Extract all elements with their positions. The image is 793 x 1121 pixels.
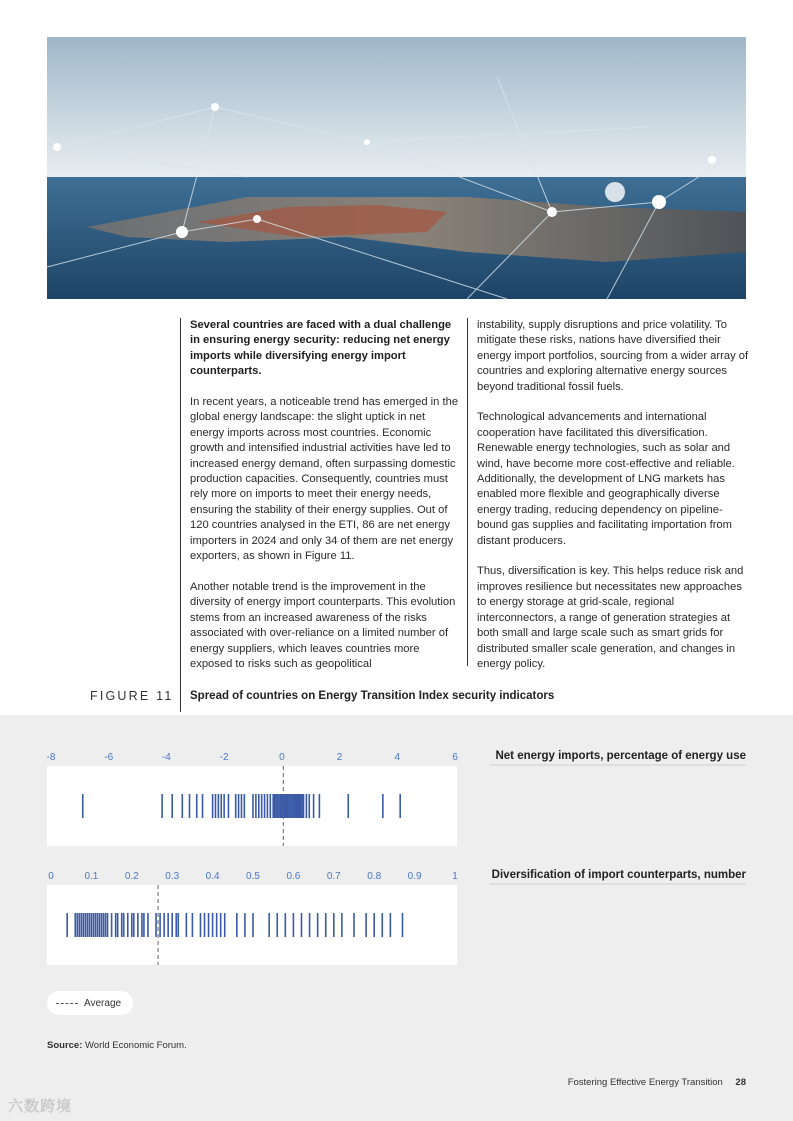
data-bar [171, 913, 173, 937]
tick-label: -2 [219, 752, 229, 763]
tick-label: 0.5 [246, 871, 260, 882]
tick-label: -4 [161, 752, 171, 763]
data-bar [220, 794, 222, 818]
tick-label: 6 [452, 752, 458, 763]
data-bar [186, 913, 188, 937]
data-bar [241, 794, 243, 818]
data-bar [298, 794, 300, 818]
page-number: 28 [735, 1077, 746, 1088]
data-bar [163, 913, 165, 937]
data-bar [261, 794, 263, 818]
tick-label: 0.9 [407, 871, 422, 882]
data-bar [308, 794, 310, 818]
data-bar [155, 913, 157, 937]
figure-title: Spread of countries on Energy Transition Index security indicators [190, 690, 555, 702]
data-bar [99, 913, 101, 937]
data-bar [161, 794, 163, 818]
body-paragraph: In recent years, a noticeable trend has emerged in the global energy landscape: the slight uptick in net energy imports across most countries. Economic growth and intensified industrial activities have led to increased energy demand, often surpassing domestic production capacities. Consequently, countries must rely more on imports to meet their energy needs, ensuring the stability of their energy supplies. Out of 120 countries analysed in the ETI, 86 are net energy importers in 2024 and only 34 of them are net energy exporters, as shown in Figure 11. [190, 396, 459, 563]
data-bar [182, 794, 184, 818]
data-bar [82, 794, 84, 818]
data-bar [76, 913, 78, 937]
data-bar [301, 913, 303, 937]
tick-label: -8 [46, 752, 56, 763]
data-bar [270, 794, 272, 818]
data-bar [238, 794, 240, 818]
data-bar [212, 794, 214, 818]
data-bar [196, 794, 198, 818]
data-bar [208, 913, 210, 937]
data-bar [223, 794, 225, 818]
data-bar [103, 913, 105, 937]
chart-title: Net energy imports, percentage of energy use [495, 750, 746, 762]
data-bar [143, 913, 145, 937]
footer-title: Fostering Effective Energy Transition [567, 1077, 723, 1088]
data-bar [216, 913, 218, 937]
data-bar [204, 913, 206, 937]
data-bar [277, 794, 279, 818]
data-bar [87, 913, 89, 937]
data-bar [278, 794, 280, 818]
page-footer [568, 1077, 746, 1088]
figure-label: FIGURE 11 [90, 689, 174, 703]
data-bar [78, 913, 80, 937]
data-bar [319, 794, 321, 818]
data-bar [117, 913, 119, 937]
data-bar [285, 794, 287, 818]
data-bar [220, 913, 222, 937]
body-paragraph: Thus, diversification is key. This helps reduce risk and improves resilience but necessitates new approaches to energy storage at grid-scale, regional interconnectors, a range of generation strategies at both small and large scale such as smart grids for distributed smaller scale generation, and changes in energy policy. [477, 565, 744, 670]
data-bar [294, 794, 296, 818]
data-bar [313, 794, 315, 818]
data-bar [177, 913, 179, 937]
data-bar [175, 913, 177, 937]
data-bar [306, 794, 308, 818]
data-bar [91, 913, 93, 937]
data-bar [295, 794, 297, 818]
data-bar [171, 794, 173, 818]
watermark: 六数跨境 [8, 1098, 73, 1115]
data-bar [93, 913, 95, 937]
tick-label: 0 [279, 752, 285, 763]
data-bar [252, 913, 254, 937]
tick-label: 0 [48, 871, 54, 882]
data-bar [167, 913, 169, 937]
data-bar [258, 794, 260, 818]
tick-label: 0.4 [205, 871, 220, 882]
tick-label: 4 [394, 752, 401, 763]
source-label: Source: [47, 1040, 83, 1051]
data-bar [381, 913, 383, 937]
data-bar [325, 913, 327, 937]
data-bar [189, 794, 191, 818]
tick-label: 0.2 [124, 871, 139, 882]
data-bar [300, 794, 302, 818]
chart-legend [47, 991, 133, 1015]
data-bar [131, 913, 133, 937]
tick-label: 0.7 [326, 871, 341, 882]
chart-title: Diversification of import counterparts, number [491, 869, 746, 881]
data-bar [200, 913, 202, 937]
data-bar [147, 913, 149, 937]
data-bar [285, 913, 287, 937]
tick-label: 2 [336, 752, 343, 763]
tick-label: 0.8 [367, 871, 382, 882]
data-bar [301, 794, 303, 818]
data-bar [236, 913, 238, 937]
average-dash-icon [56, 1003, 78, 1004]
data-bar [288, 794, 290, 818]
data-bar [365, 913, 367, 937]
tick-label: 0.6 [286, 871, 301, 882]
data-bar [268, 913, 270, 937]
data-bar [111, 913, 113, 937]
data-bar [244, 913, 246, 937]
data-bar [81, 913, 83, 937]
data-bar [303, 794, 305, 818]
data-bar [137, 913, 139, 937]
data-bar [85, 913, 87, 937]
data-bar [291, 794, 293, 818]
data-bar [290, 794, 292, 818]
data-bar [224, 913, 226, 937]
data-bar [281, 794, 283, 818]
data-bar [284, 794, 286, 818]
lead-paragraph: Several countries are faced with a dual challenge in ensuring energy security: reducing net energy imports while diversifying energy import counterparts. [190, 319, 452, 378]
data-bar [272, 794, 274, 818]
data-bar [347, 794, 349, 818]
data-bar [287, 794, 289, 818]
data-bar [293, 794, 295, 818]
data-bar [252, 794, 254, 818]
data-bar [212, 913, 214, 937]
legend-average-label: Average [84, 997, 122, 1009]
data-bar [202, 794, 204, 818]
data-bar [123, 913, 125, 937]
chart-panel [47, 885, 457, 965]
tick-label: 1 [452, 871, 458, 882]
data-bar [280, 794, 282, 818]
data-bar [218, 794, 220, 818]
data-bar [255, 794, 257, 818]
data-bar [101, 913, 103, 937]
data-bar [297, 794, 299, 818]
data-bar [159, 913, 161, 937]
data-bar [264, 794, 266, 818]
data-bar [95, 913, 97, 937]
body-paragraph: Another notable trend is the improvement in the diversity of energy import counterparts. This evolution stems from an increased awareness of the risks associated with over-reliance on a limited number of energy suppliers, which leaves countries more exposed to risks such as geopolitical [190, 580, 456, 670]
data-bar [127, 913, 129, 937]
data-bar [74, 913, 76, 937]
data-bar [105, 913, 107, 937]
data-bar [317, 913, 319, 937]
data-bar [115, 913, 117, 937]
body-paragraph: instability, supply disruptions and price volatility. To mitigate these risks, nations have diversified their energy import portfolios, sourcing from a wider array of countries and exploring alternative energy sources beyond traditional fossil fuels. [477, 319, 749, 393]
data-bar [382, 794, 384, 818]
source-note [47, 1040, 187, 1051]
data-bar [276, 913, 278, 937]
data-bar [399, 794, 401, 818]
body-paragraph: Technological advancements and international cooperation have facilitated this diversification. Renewable energy technologies, such as solar and wind, have become more cost-effective and reliable. Additionally, the development of LNG markets has enabled more flexible and geographically diverse energy trading, reducing dependency on pipeline-bound gas supplies and facilitating importation from distant producers. [477, 411, 735, 547]
data-bar [97, 913, 99, 937]
data-bar [341, 913, 343, 937]
data-bar [333, 913, 335, 937]
data-bar [235, 794, 237, 818]
data-bar [107, 913, 109, 937]
data-bar [83, 913, 85, 937]
data-bar [275, 794, 277, 818]
tick-label: -6 [104, 752, 114, 763]
tick-label: 0.1 [84, 871, 99, 882]
data-bar [274, 794, 276, 818]
data-bar [244, 794, 246, 818]
data-bar [228, 794, 230, 818]
source-text: World Economic Forum. [85, 1040, 187, 1051]
data-bar [192, 913, 194, 937]
data-bar [353, 913, 355, 937]
data-bar [267, 794, 269, 818]
data-bar [402, 913, 404, 937]
data-bar [373, 913, 375, 937]
data-bar [293, 913, 295, 937]
data-bar [121, 913, 123, 937]
data-bar [66, 913, 68, 937]
data-bar [133, 913, 135, 937]
data-bar [215, 794, 217, 818]
tick-label: 0.3 [165, 871, 180, 882]
data-bar [390, 913, 392, 937]
chart-panel [47, 766, 457, 846]
data-bar [141, 913, 143, 937]
data-bar [89, 913, 91, 937]
data-bar [309, 913, 311, 937]
